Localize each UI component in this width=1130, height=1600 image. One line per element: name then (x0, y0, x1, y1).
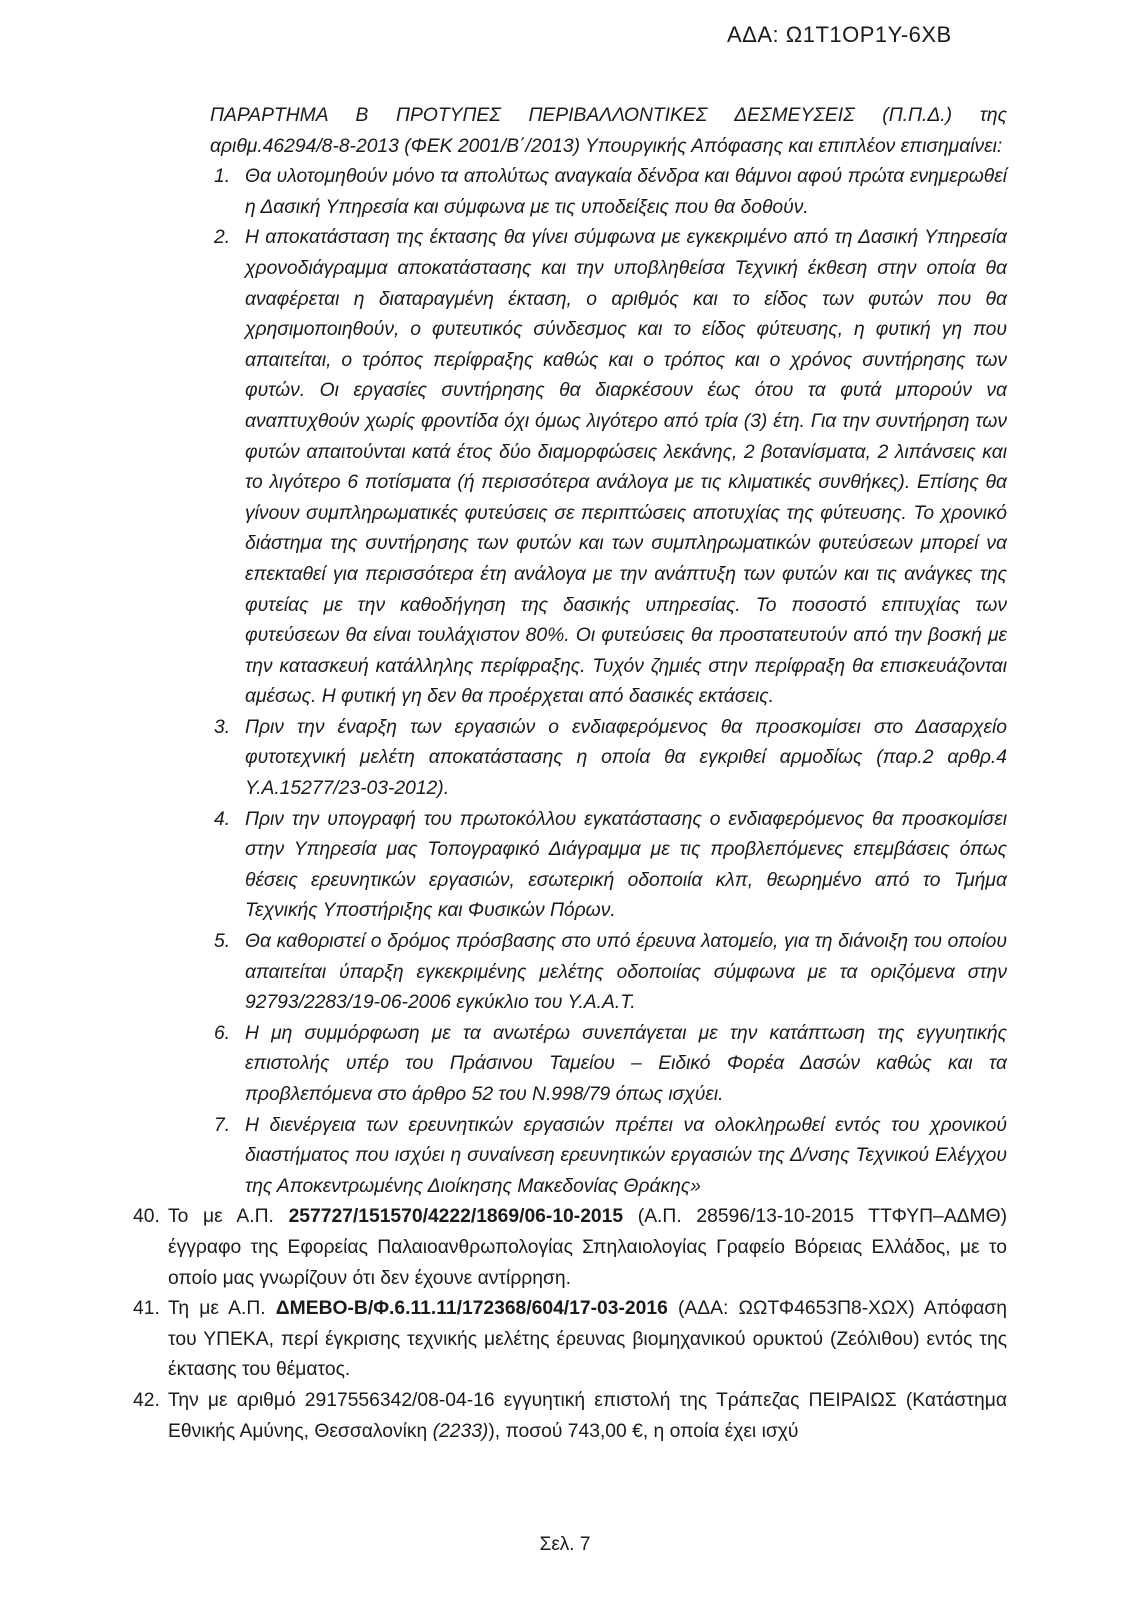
reference-branch-code: (2233) (432, 1420, 489, 1442)
item-number: 40. (133, 1206, 160, 1228)
appendix-item-2 (210, 223, 1007, 713)
appendix-item-6 (210, 1019, 1007, 1111)
reference-protocol-number: 257727/151570/4222/1869/06-10-2015 (288, 1206, 624, 1228)
item-number: 42. (133, 1389, 160, 1411)
item-number: 4. (214, 808, 231, 830)
item-number: 2. (214, 227, 231, 249)
reference-text-post: (ΑΔΑ: ΩΩΤΦ4653Π8-ΧΩΧ) Απόφαση του ΥΠΕΚΑ, περί έγκρισης τεχνικής μελέτης έρευνας βιομηχανικού ορυκτού (Ζεόλιθου) εντός της έκτασης του θέματος. (168, 1298, 1007, 1381)
item-text: Η διενέργεια των ερευνητικών εργασιών πρέπει να ολοκληρωθεί εντός του χρονικού διαστήματος που ισχύει η συναίνεση ερευνητικών εργασιών της Δ/νσης Τεχνικού Ελέγχου της Αποκεντρωμένης Διοίκησης Μακεδονίας Θράκης» (245, 1114, 1007, 1197)
reference-text-post: (Α.Π. 28596/13-10-2015 ΤΤΦΥΠ–ΑΔΜΘ) έγγραφο της Εφορείας Παλαιοανθρωπολογίας Σπηλαιολογίας Γραφείο Βόρειας Ελλάδος, με το οποίο μας γνωρίζουν ότι δεν έχουνε αντίρρηση. (168, 1206, 1007, 1289)
reference-text-pre: Τη με Α.Π. (168, 1298, 276, 1320)
appendix-item-5 (210, 927, 1007, 1019)
item-text: Πριν την υπογραφή του πρωτοκόλλου εγκατάστασης ο ενδιαφερόμενος θα προσκομίσει στην Υπηρεσία μας Τοπογραφικό Διάγραμμα με τις προβλεπόμενες επεμβάσεις όπως θέσεις ερευνητικών εργασιών, εσωτερική οδοποιία κλπ, θεωρημένο από το Τμήμα Τεχνικής Υποστήριξης και Φυσικών Πόρων. (245, 808, 1007, 922)
ada-code: ΑΔΑ: Ω1Τ1ΟΡ1Υ-6ΧΒ (727, 22, 952, 47)
item-text: Πριν την έναρξη των εργασιών ο ενδιαφερόμενος θα προσκομίσει στο Δασαρχείο φυτοτεχνική μελέτη αποκατάστασης η οποία θα εγκριθεί αρμοδίως (παρ.2 αρθρ.4 Υ.Α.15277/23-03-2012). (245, 716, 1007, 800)
item-number: 5. (214, 931, 231, 953)
appendix-section (210, 101, 1007, 1202)
item-text (168, 1386, 1007, 1447)
item-text (168, 1202, 1007, 1294)
item-text: Η αποκατάσταση της έκτασης θα γίνει σύμφωνα με εγκεκριμένο από τη Δασική Υπηρεσία χρονοδιάγραμμα αποκατάστασης και την υποβληθείσα Τεχνική έκθεση στην οποία θα αναφέρεται η διαταραγμένη έκταση, ο αριθμός και το είδος των φυτών που θα χρησιμοποιηθούν, ο φυτευτικός σύνδεσμος και το είδος φύτευσης, η φυτική γη που απαιτείται, ο τρόπος περίφραξης καθώς και ο τρόπος και ο χρόνος συντήρησης των φυτών. Οι εργασίες συντήρησης θα διαρκέσουν έως ότου τα φυτά μπορούν να αναπτυχθούν χωρίς φροντίδα όχι όμως λιγότερο από τρία (3) έτη. Για την συντήρηση των φυτών απαιτούνται κατά έτος δύο διαμορφώσεις λεκάνης, 2 βοτανίσματα, 2 λιπάνσεις και το λιγότερο 6 ποτίσματα (ή περισσότερα ανάλογα με τις κλιματικές συνθήκες). Επίσης θα γίνουν συμπληρωματικές φυτεύσεις σε περιπτώσεις αποτυχίας της φύτευσης. Το χρονικό διάστημα της συντήρησης των φυτών και των συμπληρωματικών φυτεύσεων μπορεί να επεκταθεί για περισσότερα έτη ανάλογα με την ανάπτυξη των φυτών και τις ανάγκες της φυτείας με την καθοδήγηση της δασικής υπηρεσίας. Το ποσοστό επιτυχίας των φυτεύσεων θα είναι τουλάχιστον 80%. Οι φυτεύσεις θα προστατευτούν από την βοσκή με την κατασκευή κατάλληλης περίφραξης. Τυχόν ζημιές στην περίφραξη θα επισκευάζονται αμέσως. Η φυτική γη δεν θα προέρχεται από δασικές εκτάσεις. (245, 227, 1007, 708)
item-number: 1. (214, 166, 231, 188)
appendix-intro: ΠΑΡΑΡΤΗΜΑ Β ΠΡΟΤΥΠΕΣ ΠΕΡΙΒΑΛΛΟΝΤΙΚΕΣ ΔΕΣΜΕΥΣΕΙΣ (Π.Π.Δ.) της αριθμ.46294/8-8-2013 (ΦΕΚ 2001/Β΄/2013) Υπουργικής Απόφασης και επιπλέον επισημαίνει: (210, 105, 1007, 157)
item-text: Θα καθοριστεί ο δρόμος πρόσβασης στο υπό έρευνα λατομείο, για τη διάνοιξη του οποίου απαιτείται ύπαρξη εγκεκριμένης μελέτης οδοποιίας σύμφωνα με τα οριζόμενα στην 92793/2283/19-06-2006 εγκύκλιο του Υ.Α.Α.Τ. (245, 931, 1007, 1014)
item-number: 7. (214, 1114, 231, 1136)
item-number: 3. (214, 716, 231, 738)
reference-text-pre: Το με Α.Π. (168, 1206, 289, 1228)
reference-protocol-number: ΔΜΕΒΟ-Β/Φ.6.11.11/172368/604/17-03-2016 (275, 1298, 668, 1320)
appendix-item-4 (210, 805, 1007, 927)
appendix-item-7 (210, 1111, 1007, 1203)
appendix-item-1 (210, 162, 1007, 223)
references-section (133, 1202, 1007, 1447)
item-number: 41. (133, 1298, 160, 1320)
reference-item-41 (133, 1294, 1007, 1386)
item-text (168, 1294, 1007, 1386)
reference-item-40 (133, 1202, 1007, 1294)
document-body (133, 101, 1007, 1447)
reference-text-pre: Την με αριθμό 2917556342/08-04-16 εγγυητική επιστολή της Τράπεζας ΠΕΙΡΑΙΩΣ (Κατάστημα Εθνικής Αμύνης, Θεσσαλονίκη (168, 1389, 1007, 1442)
reference-text-post: ), ποσού 743,00 €, η οποία έχει ισχύ (488, 1420, 799, 1442)
page-number: Σελ. 7 (539, 1534, 591, 1555)
item-number: 6. (214, 1022, 231, 1044)
appendix-item-3 (210, 713, 1007, 805)
item-text: Η μη συμμόρφωση με τα ανωτέρω συνεπάγεται με την κατάπτωση της εγγυητικής επιστολής υπέρ του Πράσινου Ταμείου – Ειδικό Φορέα Δασών καθώς και τα προβλεπόμενα στο άρθρο 52 του Ν.998/79 όπως ισχύει. (245, 1022, 1007, 1105)
item-text: Θα υλοτομηθούν μόνο τα απολύτως αναγκαία δένδρα και θάμνοι αφού πρώτα ενημερωθεί η Δασική Υπηρεσία και σύμφωνα με τις υποδείξεις που θα δοθούν. (245, 166, 1007, 218)
reference-item-42 (133, 1386, 1007, 1447)
